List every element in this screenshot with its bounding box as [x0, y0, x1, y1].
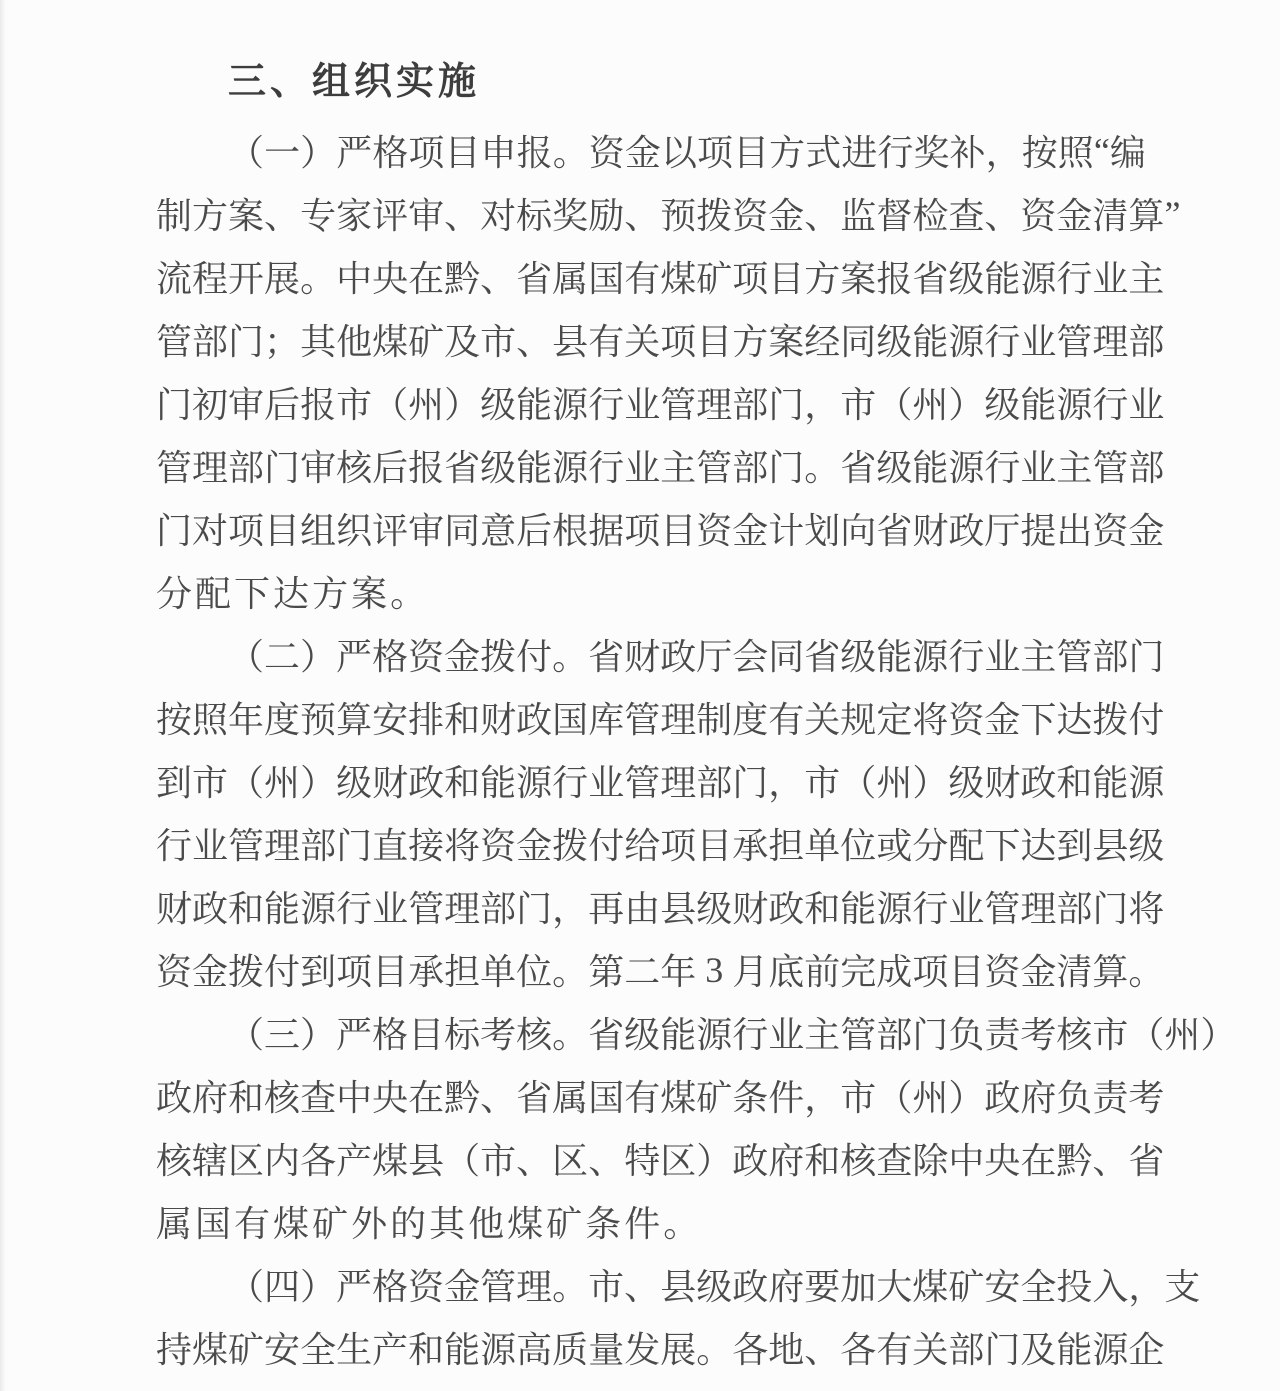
text-line: 持 煤 矿 安 全 生 产 和 能 源 高 质 量 发 展 。 各 地 、 各 有 关 部 门 及 能 源 企: [156, 1330, 1165, 1370]
text-line: 政 府 和 核 查 中 央 在 黔 、 省 属 国 有 煤 矿 条 件 ， 市 （ 州 ） 政 府 负 责 考: [156, 1078, 1165, 1118]
text-line: 门 对 项 目 组 织 评 审 同 意 后 根 据 项 目 资 金 计 划 向 省 财 政 厅 提 出 资 金: [156, 511, 1165, 551]
section-heading: 三、组织实施: [228, 61, 481, 103]
text-line: 核 辖 区 内 各 产 煤 县 （ 市 、 区 、 特 区 ） 政 府 和 核 查 除 中 央 在 黔 、 省: [156, 1141, 1165, 1181]
text-line: 行 业 管 理 部 门 直 接 将 资 金 拨 付 给 项 目 承 担 单 位 或 分 配 下 达 到 县 级: [156, 826, 1165, 866]
text-line: （ 二 ） 严 格 资 金 拨 付 。 省 财 政 厅 会 同 省 级 能 源 行 业 主 管 部 门: [228, 637, 1165, 677]
paragraph: [156, 1001, 1237, 1253]
text-line: （ 三 ） 严 格 目 标 考 核 。 省 级 能 源 行 业 主 管 部 门 负 责 考 核 市 （ 州 ）: [228, 1015, 1237, 1055]
text-line: （ 一 ） 严 格 项 目 申 报 。 资 金 以 项 目 方 式 进 行 奖 补 ， 按 照 “ 编: [228, 130, 1146, 173]
paragraph: [156, 119, 1181, 623]
text-line: 按 照 年 度 预 算 安 排 和 财 政 国 库 管 理 制 度 有 关 规 定 将 资 金 下 达 拨 付: [156, 700, 1165, 740]
document-body: [156, 119, 1237, 1379]
text-line: 资 金 拨 付 到 项 目 承 担 单 位 。 第 二 年 3 月 底 前 完 成 项 目 资 金 清 算 。: [156, 949, 1165, 992]
text-line: 门 初 审 后 报 市 （ 州 ） 级 能 源 行 业 管 理 部 门 ， 市 （ 州 ） 级 能 源 行 业: [156, 385, 1165, 425]
text-line: 管 部 门 ； 其 他 煤 矿 及 市 、 县 有 关 项 目 方 案 经 同 级 能 源 行 业 管 理 部: [156, 322, 1165, 362]
text-line: 分 配 下 达 方 案 。: [156, 574, 427, 614]
text-block: [156, 46, 1237, 1379]
text-line: （ 四 ） 严 格 资 金 管 理 。 市 、 县 级 政 府 要 加 大 煤 矿 安 全 投 入 ， 支: [228, 1267, 1201, 1307]
text-line: 管 理 部 门 审 核 后 报 省 级 能 源 行 业 主 管 部 门 。 省 级 能 源 行 业 主 管 部: [156, 448, 1165, 488]
text-line: 制 方 案 、 专 家 评 审 、 对 标 奖 励 、 预 拨 资 金 、 监 督 检 查 、 资 金 清 算 ”: [156, 193, 1181, 236]
text-line: 到 市 （ 州 ） 级 财 政 和 能 源 行 业 管 理 部 门 ， 市 （ 州 ） 级 财 政 和 能 源: [156, 763, 1165, 803]
text-line: 属 国 有 煤 矿 外 的 其 他 煤 矿 条 件 。: [156, 1204, 700, 1244]
text-line: 财 政 和 能 源 行 业 管 理 部 门 ， 再 由 县 级 财 政 和 能 源 行 业 管 理 部 门 将: [156, 889, 1165, 929]
paragraph: [156, 623, 1165, 1001]
paragraph: [156, 1253, 1201, 1379]
text-line: 流 程 开 展 。 中 央 在 黔 、 省 属 国 有 煤 矿 项 目 方 案 报 省 级 能 源 行 业 主: [156, 259, 1165, 299]
